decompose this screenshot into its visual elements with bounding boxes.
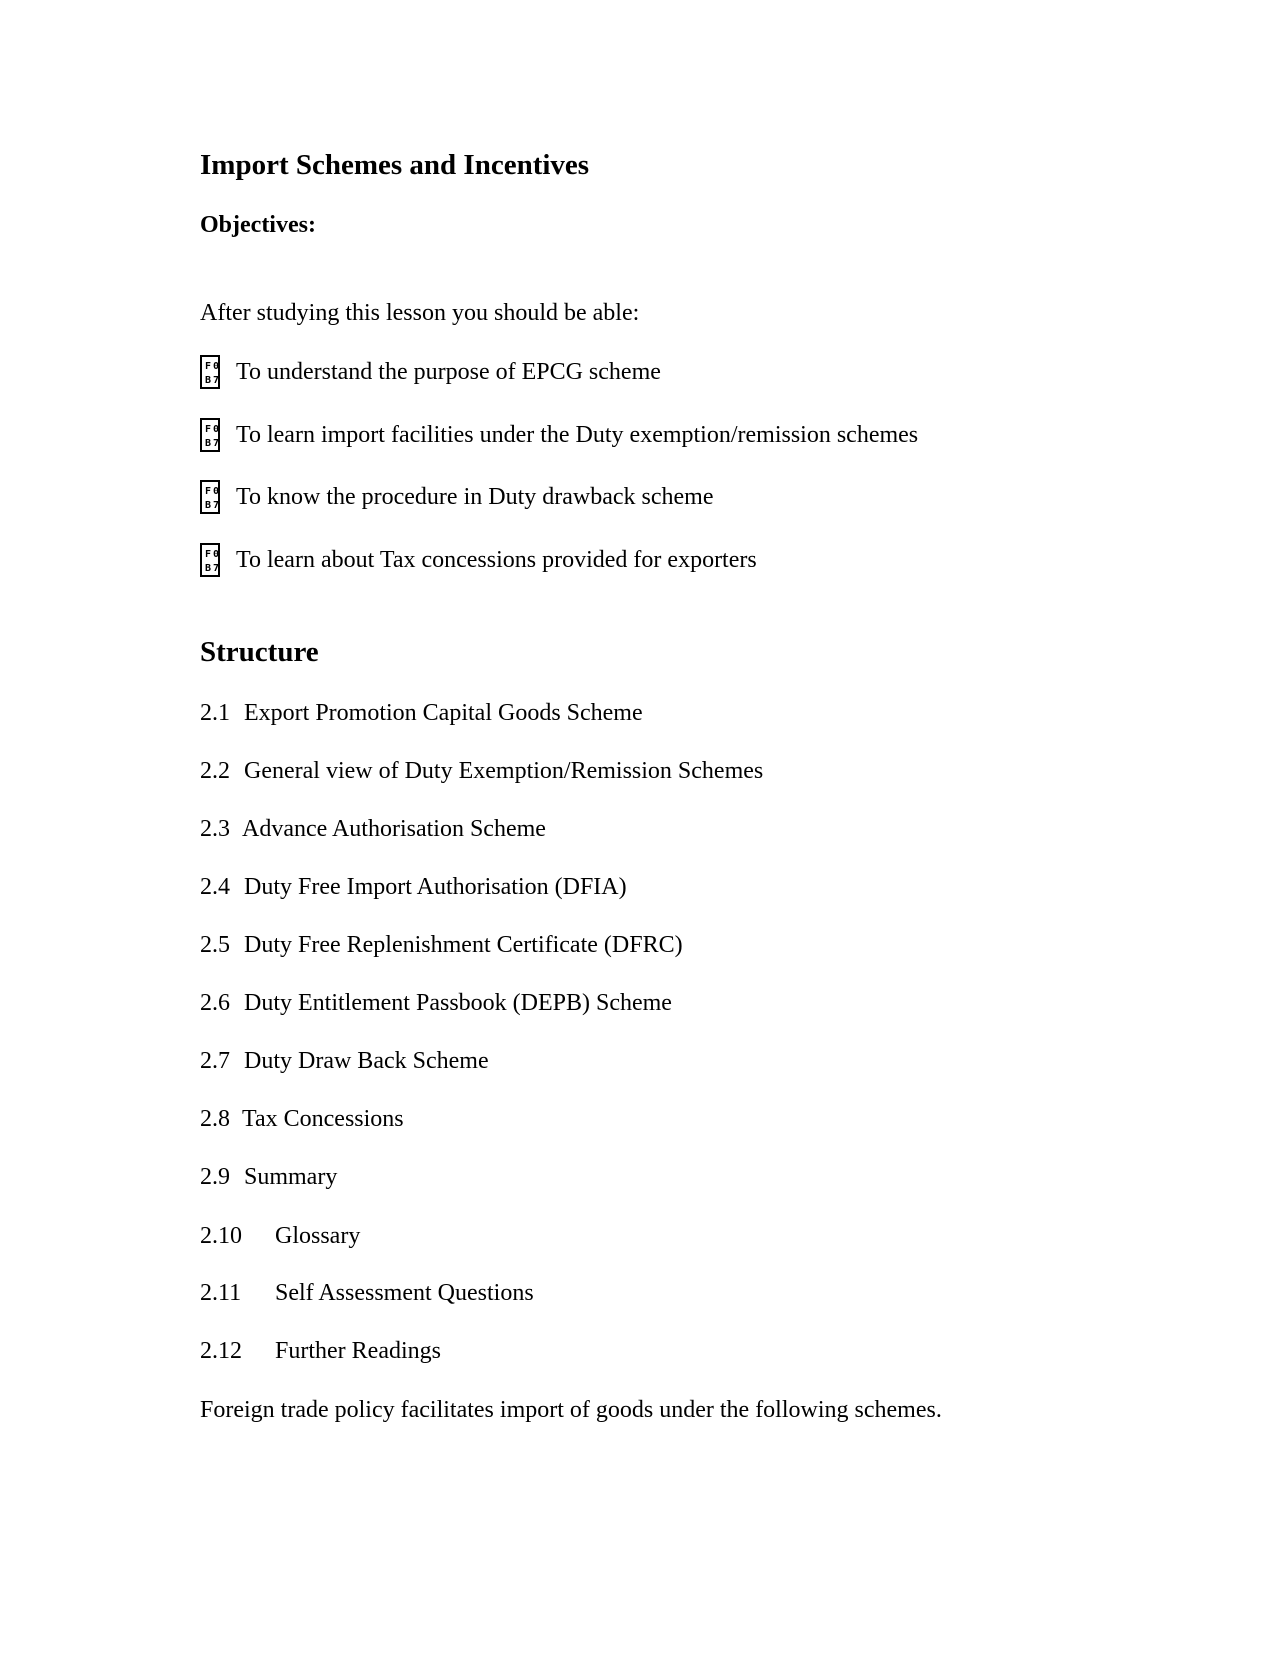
- section-number: 2.6: [200, 990, 230, 1016]
- structure-heading: Structure: [200, 636, 319, 668]
- section-number: 2.1: [200, 700, 230, 726]
- section-number: 2.8: [200, 1106, 230, 1132]
- objective-text: To learn import facilities under the Duty exemption/remission schemes: [236, 422, 919, 448]
- section-title: Duty Free Import Authorisation (DFIA): [244, 874, 627, 900]
- section-title: Advance Authorisation Scheme: [242, 816, 546, 842]
- missing-glyph-icon: [200, 355, 222, 389]
- svg-text:F: F: [205, 549, 212, 560]
- svg-text:F: F: [205, 424, 212, 435]
- objectives-heading: Objectives:: [200, 212, 316, 238]
- section-number: 2.5: [200, 932, 230, 958]
- section-title: Self Assessment Questions: [275, 1280, 534, 1306]
- section-number: 2.9: [200, 1164, 230, 1190]
- section-title: General view of Duty Exemption/Remission Schemes: [244, 758, 764, 784]
- section-number: 2.2: [200, 758, 230, 784]
- svg-text:0: 0: [213, 486, 220, 497]
- section-title: Summary: [244, 1164, 338, 1190]
- closing-paragraph: Foreign trade policy facilitates import of goods under the following schemes.: [200, 1397, 942, 1423]
- section-number: 2.12: [200, 1338, 242, 1364]
- section-title: Glossary: [275, 1223, 361, 1249]
- section-title: Duty Entitlement Passbook (DEPB) Scheme: [244, 990, 672, 1016]
- objective-text: To know the procedure in Duty drawback scheme: [236, 484, 714, 510]
- objective-text: To learn about Tax concessions provided for exporters: [236, 547, 757, 573]
- missing-glyph-icon: [200, 543, 222, 577]
- svg-text:0: 0: [213, 549, 220, 560]
- section-title: Duty Free Replenishment Certificate (DFRC): [244, 932, 683, 958]
- svg-text:0: 0: [213, 361, 220, 372]
- section-title: Tax Concessions: [242, 1106, 404, 1132]
- objective-text: To understand the purpose of EPCG scheme: [236, 359, 661, 385]
- section-number: 2.7: [200, 1048, 230, 1074]
- section-number: 2.3: [200, 816, 230, 842]
- svg-text:B: B: [205, 500, 212, 511]
- missing-glyph-icon: [200, 418, 222, 452]
- svg-text:F: F: [205, 486, 212, 497]
- section-title: Further Readings: [275, 1338, 441, 1364]
- document-title: Import Schemes and Incentives: [200, 149, 590, 181]
- svg-text:7: 7: [213, 438, 220, 449]
- svg-text:0: 0: [213, 424, 220, 435]
- section-number: 2.11: [200, 1280, 242, 1306]
- svg-text:B: B: [205, 563, 212, 574]
- section-title: Duty Draw Back Scheme: [244, 1048, 489, 1074]
- svg-text:B: B: [205, 375, 212, 386]
- section-number: 2.10: [200, 1223, 242, 1249]
- svg-text:7: 7: [213, 563, 220, 574]
- missing-glyph-icon: [200, 480, 222, 514]
- svg-text:F: F: [205, 361, 212, 372]
- intro-text: After studying this lesson you should be able:: [200, 300, 640, 326]
- section-number: 2.4: [200, 874, 230, 900]
- section-title: Export Promotion Capital Goods Scheme: [244, 700, 643, 726]
- svg-text:7: 7: [213, 500, 220, 511]
- svg-text:7: 7: [213, 375, 220, 386]
- svg-text:B: B: [205, 438, 212, 449]
